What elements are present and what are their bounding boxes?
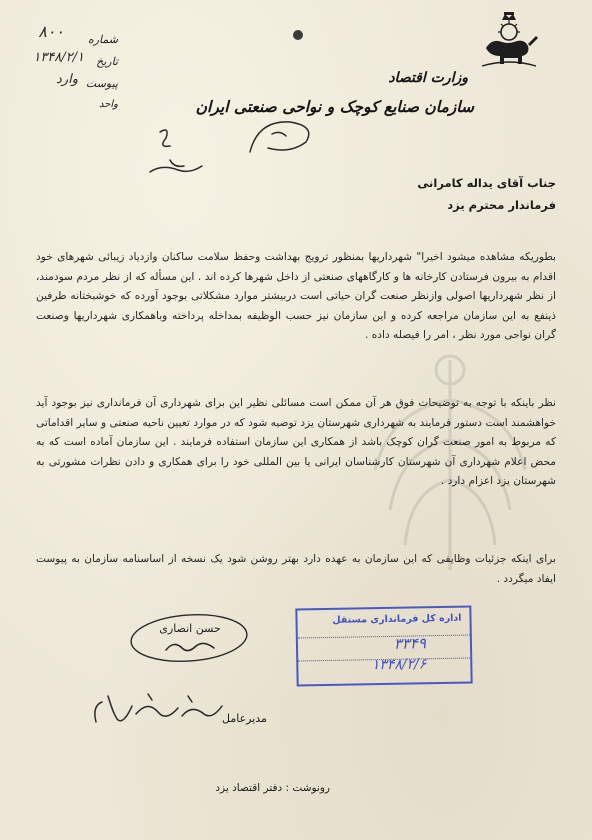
signatory-name: حسن انصاری <box>159 622 221 635</box>
lion-and-sun-emblem-icon <box>478 10 540 72</box>
stamp-office: اداره کل فرمانداری مستقل <box>332 612 462 626</box>
body-paragraph-2 <box>36 394 556 492</box>
date-label: تاریخ <box>96 55 118 68</box>
letter-meta <box>8 22 118 110</box>
ministry-name: وزارت اقتصاد <box>388 70 468 86</box>
handwritten-signature <box>88 686 228 734</box>
signatory-title: مدیرعامل <box>222 712 267 725</box>
initials-scribble <box>160 638 220 656</box>
number-label: شماره <box>87 33 118 46</box>
unit-label: واحد <box>98 99 118 110</box>
paragraph-1-text: بطوریکه مشاهده میشود اخیرا" شهرداریها بمنظور ترویج بهداشت وحفظ سلامت ساکنان وازدیاد زیبائی شهرهای خود اقدام به بیرون فرستادن کارخانه ها و کارگاههای صنعتی از داخل شهرها کرده اند . این مسأله که از نظر مردم سودمند، از نظر شهرداریها اصولی وازنظر صنعت گران حیاتی است دربیشتر موارد مشکلاتی بوجود آورده که خوشبختانه طرفین ذینفع به این سازمان مراجعه کرده و این سازمان نیز حسب الوظیفه بمداخله پرداخته وباهمکاری شهرداریها وصنعت گران نواحی مورد نظر ، امر را فیصله داده . <box>36 251 556 341</box>
cc-line: رونوشت : دفتر اقتصاد یزد <box>215 782 330 794</box>
number-value: ۸۰۰ <box>38 22 64 41</box>
handwritten-annotation <box>140 108 340 188</box>
attachment-value: وارد <box>56 72 78 87</box>
organization-name: سازمان صنایع کوچک و نواحی صنعتی ایران <box>195 97 474 116</box>
paragraph-2-text: نظر باینکه با توجه به توضیحات فوق هر آن ممکن است مسائلی نظیر این برای شهرداری آن فرمانداری نیز بوجود آید خواهشمند است دستور فرمایند به شهرداری شهرستان یزد توصیه شود که در موارد تعیین ناحیه صنعتی و سایر اقداماتی که مربوط به امور صنعت گران کوچک باشد از همکاری این سازمان استفاده فرمایند . این سازمان آماده است که به محض اعلام شهرداری آن شهرستان کارشناسان ایرانی یا بین المللی خود را برای همکاری و دادن نظرات مشورتی به شهرستان یزد اعزام دارد . <box>36 397 556 487</box>
stamp-number: ۳۳۴۹ <box>393 634 427 653</box>
stamp-date: ۱۳۴۸/۲/۶ <box>371 656 427 674</box>
paragraph-3-text: برای اینکه جزئیات وظایفی که این سازمان به عهده دارد بهتر روشن شود یک نسخه از اساسنامه سازمان به پیوست ایفاد میگردد . <box>36 553 556 585</box>
body-paragraph-1 <box>36 248 556 346</box>
date-value: ۱۳۴۸/۲/۱ <box>33 50 84 65</box>
punch-mark <box>293 30 303 40</box>
attachment-label: پیوست <box>85 77 118 90</box>
recipient-name: جناب آقای یداله کامرانی <box>417 176 556 190</box>
body-paragraph-3 <box>36 550 556 589</box>
registration-stamp <box>295 605 472 686</box>
recipient-title: فرماندار محترم یزد <box>447 198 556 212</box>
